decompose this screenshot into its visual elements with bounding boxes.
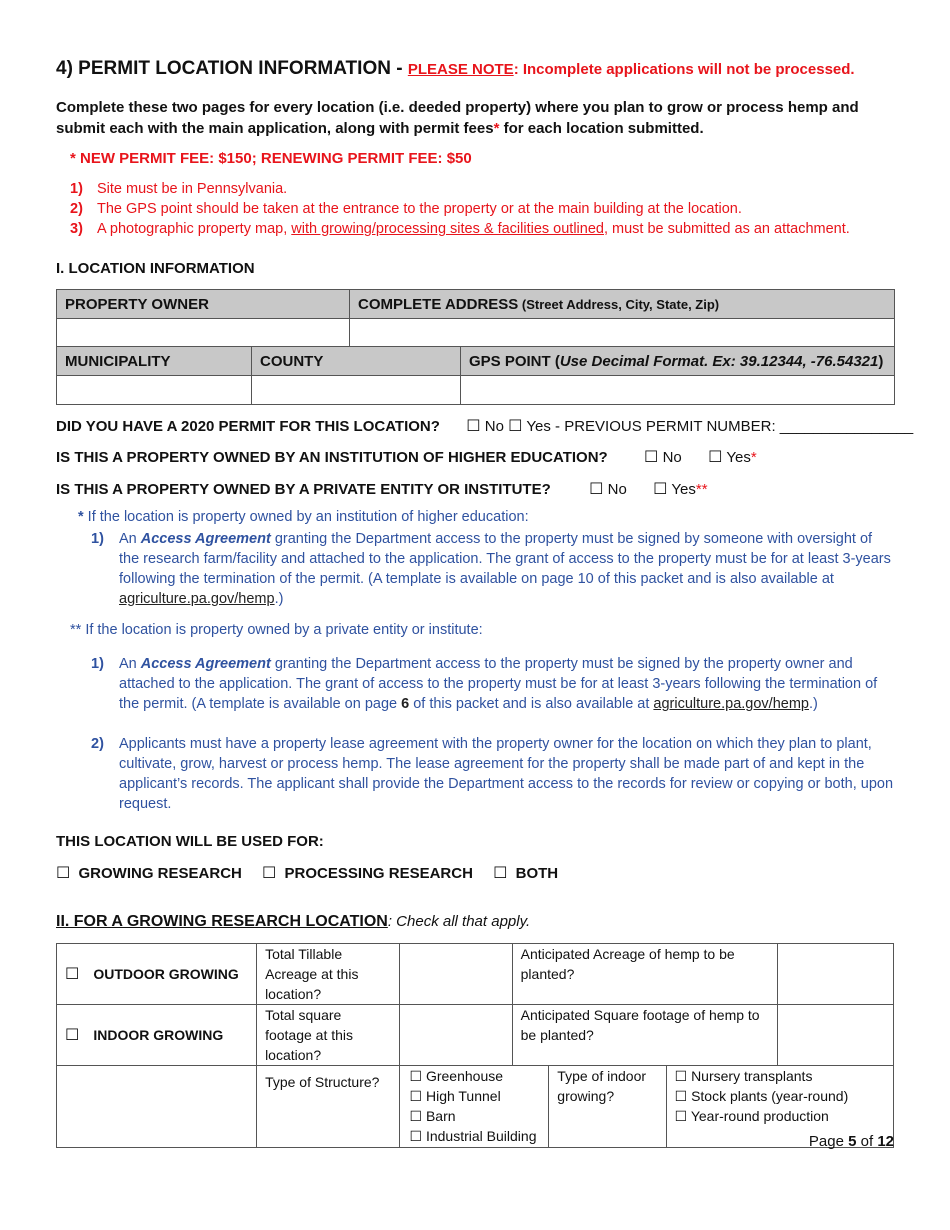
option-label: Greenhouse [425, 1068, 504, 1084]
text-run: An [119, 531, 141, 547]
location-table-top [56, 289, 895, 347]
property-owner-label: PROPERTY OWNER [57, 290, 350, 319]
property-owner-field[interactable] [57, 319, 350, 347]
checkbox-high-tunnel[interactable]: ☐ [409, 1088, 423, 1104]
growing-section-heading [56, 913, 530, 931]
intro-paragraph [56, 97, 876, 139]
municipality-label: MUNICIPALITY [57, 347, 252, 376]
gps-label-end: ) [878, 352, 884, 370]
checkbox-nursery-transplants[interactable]: ☐ [674, 1068, 688, 1084]
item-text: The GPS point should be taken at the entrance to the property or at the main building at the location. [97, 201, 742, 217]
item-text: Applicants must have a property lease agreement with the property owner for the location on which they plan to plant, cultivate, grow, harvest or process hemp. The lease agreement for the property shall be made part of and kept in the applicant’s records. The applicant shall provide the Department access to the records for review or copying or both, upon request. [119, 736, 894, 812]
municipality-field[interactable] [57, 376, 252, 405]
outdoor-acreage-label: Total Tillable Acreage at this location? [257, 944, 399, 1005]
checkbox-yes[interactable]: ☐ [708, 449, 723, 466]
footnote-private-entity: ** If the location is property owned by a private entity or institute: [70, 622, 483, 638]
item-number: 3) [70, 221, 83, 237]
checkbox-no[interactable]: ☐ [466, 418, 481, 435]
footnote-item [91, 734, 896, 814]
option-label: PROCESSING RESEARCH [284, 865, 473, 882]
item-number: 2) [70, 201, 83, 217]
question-2020-permit [56, 416, 913, 436]
text-run: of this packet and is also available at [409, 696, 654, 712]
text-run: .) [809, 696, 818, 712]
checkbox-industrial-building[interactable]: ☐ [409, 1128, 423, 1144]
option-label: GROWING RESEARCH [78, 865, 242, 882]
address-label-text: COMPLETE ADDRESS [358, 295, 519, 313]
outdoor-anticipated-label: Anticipated Acreage of hemp to be planted? [512, 944, 777, 1005]
agriculture-link[interactable]: agriculture.pa.gov/hemp [653, 696, 809, 712]
footnote-text: If the location is property owned by an institution of higher education: [83, 509, 529, 525]
checkbox-year-round-production[interactable]: ☐ [674, 1108, 688, 1124]
list-item [70, 199, 920, 219]
item-text [119, 654, 896, 714]
question-text: DID YOU HAVE A 2020 PERMIT FOR THIS LOCATION? [56, 418, 440, 435]
list-item [70, 179, 920, 199]
option-row [410, 1106, 541, 1126]
page-title [56, 58, 855, 80]
footnote-item [91, 654, 896, 734]
footnote-mark: * [750, 449, 757, 466]
text-run: .) [274, 591, 284, 607]
checkbox-indoor[interactable]: ☐ [65, 1026, 80, 1044]
section-heading: 4) PERMIT LOCATION INFORMATION - [56, 58, 403, 79]
option-label: Industrial Building [425, 1128, 537, 1144]
outdoor-anticipated-field[interactable] [777, 944, 893, 1005]
footnote-mark: ** [695, 481, 708, 498]
gps-label [461, 347, 895, 376]
gps-field[interactable] [461, 376, 895, 405]
item-number: 1) [70, 181, 83, 197]
page-number [809, 1133, 894, 1150]
question-text: IS THIS A PROPERTY OWNED BY AN INSTITUTION OF HIGHER EDUCATION? [56, 449, 608, 466]
requirements-list [70, 179, 920, 239]
item-text: A photographic property map, [97, 221, 292, 237]
indoor-growing-cell [57, 1005, 257, 1066]
indoor-anticipated-label: Anticipated Square footage of hemp to be planted? [512, 1005, 777, 1066]
outdoor-growing-cell [57, 944, 257, 1005]
structure-type-label: Type of Structure? [257, 1066, 399, 1148]
option-label: Yes - PREVIOUS PERMIT NUMBER: ________________ [526, 418, 914, 435]
footnote-mark: * [78, 509, 84, 525]
item-text-end: must be submitted as an attachment. [608, 221, 850, 237]
text-run: granting the Department access to the property must be signed by someone with oversight of the research farm/facility and attached to the application. The grant of access to the property must be for at least 3-years following the termination of the permit. (A template is available on page 10 of this packet and is also available at [119, 531, 891, 587]
footnote-higher-education [78, 509, 529, 525]
question-higher-education [56, 447, 757, 467]
option-label: Nursery transplants [691, 1068, 813, 1084]
checkbox-greenhouse[interactable]: ☐ [409, 1068, 423, 1084]
indoor-type-label: Type of indoor growing? [549, 1066, 666, 1148]
option-row [675, 1066, 885, 1086]
page-word: Page [808, 1133, 849, 1150]
row-label: OUTDOOR GROWING [93, 965, 239, 982]
checkbox-no[interactable]: ☐ [644, 449, 659, 466]
option-label: Year-round production [690, 1108, 829, 1124]
option-label: Barn [425, 1108, 456, 1124]
address-label [350, 290, 895, 319]
structure-options [399, 1066, 549, 1148]
usage-options [56, 863, 558, 883]
item-text [119, 529, 896, 609]
item-text-underlined: with growing/processing sites & facilities outlined, [291, 221, 608, 237]
checkbox-yes[interactable]: ☐ [653, 481, 668, 498]
access-agreement-term: Access Agreement [140, 531, 271, 547]
text-run: granting the Department access to the property must be signed by the property owner and attached to the application. The grant of access to the property must be for at least 3-years following the termination of the permit. (A template is available on page [119, 656, 878, 712]
warning-note [408, 61, 855, 78]
indoor-anticipated-field[interactable] [777, 1005, 893, 1066]
option-label: No [662, 449, 682, 466]
checkbox-both[interactable]: ☐ [493, 865, 508, 882]
checkbox-stock-plants[interactable]: ☐ [674, 1088, 688, 1104]
item-number: 2) [91, 736, 104, 752]
intro-text-end: for each location submitted. [499, 120, 704, 137]
agriculture-link[interactable]: agriculture.pa.gov/hemp [119, 591, 275, 607]
list-item [70, 219, 920, 239]
county-field[interactable] [252, 376, 461, 405]
option-label: No [607, 481, 627, 498]
gps-hint: Use Decimal Format. Ex: 39.12344, -76.54321 [559, 352, 879, 370]
empty-cell [57, 1066, 257, 1148]
intro-text: Complete these two pages for every location (i.e. deeded property) where you plan to grow or process hemp and submit each with the main application, along with permit fees [56, 99, 859, 137]
checkbox-barn[interactable]: ☐ [409, 1108, 423, 1124]
gps-label-text: GPS POINT ( [469, 352, 560, 370]
option-label: Stock plants (year-round) [691, 1088, 849, 1104]
warning-text: : Incomplete applications will not be processed. [513, 61, 855, 78]
checkbox-outdoor[interactable]: ☐ [65, 965, 80, 983]
option-label: No [484, 418, 504, 435]
option-label: High Tunnel [425, 1088, 501, 1104]
question-private-entity [56, 479, 708, 499]
checkbox-processing-research[interactable]: ☐ [262, 865, 277, 882]
please-note-label: PLEASE NOTE [407, 61, 514, 78]
option-row [410, 1066, 541, 1086]
checkbox-no[interactable]: ☐ [589, 481, 604, 498]
option-row [675, 1106, 885, 1126]
option-row [410, 1126, 541, 1146]
address-hint: (Street Address, City, State, Zip) [518, 296, 720, 312]
county-label: COUNTY [252, 347, 461, 376]
checkbox-yes[interactable]: ☐ [508, 418, 523, 435]
text-run: An [119, 656, 141, 672]
of-word: of [856, 1133, 878, 1150]
current-page: 5 [848, 1133, 857, 1150]
option-label: Yes [671, 481, 696, 498]
fee-asterisk: * [493, 120, 500, 137]
fee-line: * NEW PERMIT FEE: $150; RENEWING PERMIT FEE: $50 [70, 150, 472, 167]
location-table-bottom [56, 346, 895, 405]
location-info-heading: I. LOCATION INFORMATION [56, 260, 255, 277]
growing-table [56, 943, 894, 1148]
indoor-footage-label: Total square footage at this location? [257, 1005, 399, 1066]
row-label: INDOOR GROWING [93, 1026, 224, 1043]
item-number: 1) [91, 656, 104, 672]
checkbox-growing-research[interactable]: ☐ [56, 865, 71, 882]
usage-heading: THIS LOCATION WILL BE USED FOR: [56, 833, 324, 850]
indoor-footage-field[interactable] [399, 1005, 512, 1066]
option-label: Yes [726, 449, 751, 466]
item-number: 1) [91, 531, 104, 547]
section-title: II. FOR A GROWING RESEARCH LOCATION [56, 913, 388, 930]
page-reference: 6 [401, 696, 410, 712]
address-field[interactable] [350, 319, 895, 347]
access-agreement-term: Access Agreement [140, 656, 271, 672]
outdoor-acreage-field[interactable] [399, 944, 512, 1005]
option-label: BOTH [515, 865, 559, 882]
section-subtitle: : Check all that apply. [387, 913, 531, 930]
option-row [675, 1086, 885, 1106]
total-pages: 12 [877, 1133, 894, 1150]
question-text: IS THIS A PROPERTY OWNED BY A PRIVATE ENTITY OR INSTITUTE? [56, 481, 551, 498]
option-row [410, 1086, 541, 1106]
footnote-item [91, 529, 896, 609]
item-text: Site must be in Pennsylvania. [97, 181, 288, 197]
